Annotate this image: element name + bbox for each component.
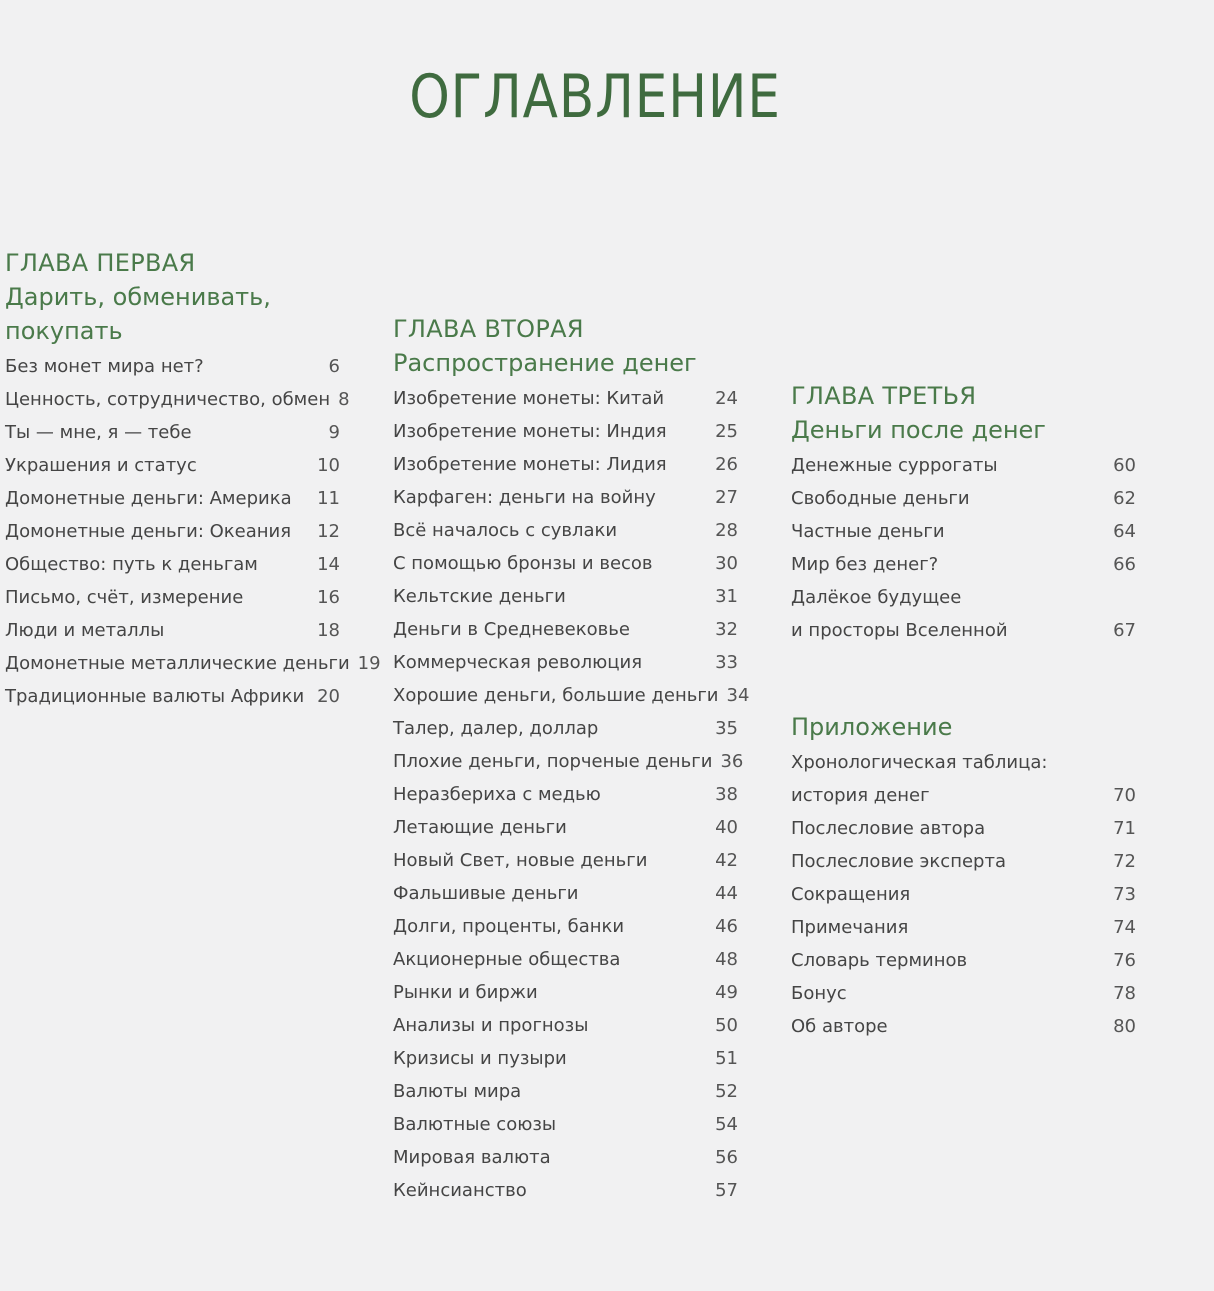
toc-entry <box>5 350 340 383</box>
toc-entry-page-number: 30 <box>715 553 738 574</box>
toc-entry <box>5 482 340 515</box>
toc-entry <box>393 778 738 811</box>
toc-entry-page-number: 46 <box>715 916 738 937</box>
chapter-2-title <box>393 346 738 380</box>
chapter-1-label: ГЛАВА ПЕРВАЯ <box>5 249 196 277</box>
toc-entry-title: Далёкое будущее <box>791 587 962 608</box>
appendix-title-line: Приложение <box>791 713 953 741</box>
chapter-3-label: ГЛАВА ТРЕТЬЯ <box>791 382 977 410</box>
toc-entry <box>5 416 340 449</box>
toc-entry-page-number: 11 <box>317 488 340 509</box>
toc-entry-title: Украшения и статус <box>5 455 197 476</box>
toc-entry-page-number: 27 <box>715 487 738 508</box>
toc-entry <box>393 745 744 778</box>
toc-entry <box>393 1042 738 1075</box>
toc-entry-page-number: 6 <box>328 356 340 377</box>
toc-entry-title: Мир без денег? <box>791 554 939 575</box>
toc-entry <box>393 712 738 745</box>
chapter-3-entries <box>791 449 1136 647</box>
toc-entry <box>791 1010 1136 1043</box>
toc-entry-page-number: 12 <box>317 521 340 542</box>
toc-entry-title: Денежные суррогаты <box>791 455 998 476</box>
toc-entry <box>5 383 350 416</box>
toc-entry <box>393 547 738 580</box>
toc-entry <box>393 943 738 976</box>
toc-entry <box>791 812 1136 845</box>
toc-entry-title: Талер, далер, доллар <box>393 718 599 739</box>
toc-entry-page-number: 70 <box>1113 785 1136 806</box>
toc-entry-title: и просторы Вселенной <box>791 620 1008 641</box>
toc-entry-page-number: 62 <box>1113 488 1136 509</box>
toc-entry-page-number: 10 <box>317 455 340 476</box>
toc-entry-title: Примечания <box>791 917 909 938</box>
toc-entry-page-number: 60 <box>1113 455 1136 476</box>
toc-entry <box>791 944 1136 977</box>
toc-entry-title: Деньги в Средневековье <box>393 619 630 640</box>
toc-entry <box>791 779 1136 812</box>
toc-entry <box>393 1075 738 1108</box>
toc-entry-title: Фальшивые деньги <box>393 883 579 904</box>
toc-entry-page-number: 78 <box>1113 983 1136 1004</box>
toc-entry-page-number: 57 <box>715 1180 738 1201</box>
toc-entry-title: Изобретение монеты: Индия <box>393 421 667 442</box>
toc-entry <box>393 1009 738 1042</box>
toc-entry <box>5 647 381 680</box>
toc-entry <box>393 679 750 712</box>
toc-entry-title: Бонус <box>791 983 847 1004</box>
toc-entry-title: Общество: путь к деньгам <box>5 554 258 575</box>
toc-entry-title: Традиционные валюты Африки <box>5 686 305 707</box>
toc-entry-page-number: 44 <box>715 883 738 904</box>
toc-entry-page-number: 66 <box>1113 554 1136 575</box>
appendix-entries <box>791 746 1136 1043</box>
toc-entry-page-number: 20 <box>317 686 340 707</box>
toc-entry <box>393 1108 738 1141</box>
toc-entry <box>791 878 1136 911</box>
toc-entry-page-number: 8 <box>338 389 350 410</box>
toc-entry-title: Люди и металлы <box>5 620 165 641</box>
toc-entry-title: Сокращения <box>791 884 911 905</box>
toc-entry-page-number: 26 <box>715 454 738 475</box>
toc-entry-title: Акционерные общества <box>393 949 621 970</box>
toc-entry <box>393 976 738 1009</box>
toc-entry-page-number: 74 <box>1113 917 1136 938</box>
page-title: ОГЛАВЛЕНИЕ <box>409 62 781 132</box>
toc-entry-title: С помощью бронзы и весов <box>393 553 653 574</box>
toc-entry <box>5 548 340 581</box>
toc-entry-title: Кризисы и пузыри <box>393 1048 567 1069</box>
toc-entry-page-number: 9 <box>328 422 340 443</box>
toc-entry-page-number: 24 <box>715 388 738 409</box>
chapter-2-section <box>393 312 750 1207</box>
toc-entry-title: Валютные союзы <box>393 1114 557 1135</box>
toc-entry <box>791 845 1136 878</box>
appendix-section <box>791 710 1136 1043</box>
toc-entry <box>5 614 340 647</box>
toc-entry-title: Ты — мне, я — тебе <box>5 422 192 443</box>
toc-entry <box>393 481 738 514</box>
toc-entry-page-number: 38 <box>715 784 738 805</box>
toc-entry-page-number: 32 <box>715 619 738 640</box>
toc-entry-page-number: 50 <box>715 1015 738 1036</box>
toc-entry-title: Карфаген: деньги на войну <box>393 487 656 508</box>
toc-entry-page-number: 31 <box>715 586 738 607</box>
toc-entry <box>393 448 738 481</box>
toc-entry-title: Рынки и биржи <box>393 982 538 1003</box>
toc-entry-page-number: 49 <box>715 982 738 1003</box>
toc-entry <box>5 680 340 713</box>
toc-entry <box>791 746 1136 779</box>
toc-entry <box>393 514 738 547</box>
toc-entry-page-number: 48 <box>715 949 738 970</box>
toc-entry-title: Валюты мира <box>393 1081 522 1102</box>
toc-entry-title: Изобретение монеты: Китай <box>393 388 665 409</box>
toc-entry <box>791 548 1136 581</box>
toc-entry-page-number: 51 <box>715 1048 738 1069</box>
chapter-3-section <box>791 379 1136 647</box>
chapter-2-label: ГЛАВА ВТОРАЯ <box>393 315 584 343</box>
toc-entry-title: Свободные деньги <box>791 488 970 509</box>
chapter-2-title-line-1: Распространение денег <box>393 349 697 377</box>
toc-entry-title: Неразбериха с медью <box>393 784 601 805</box>
toc-entry <box>393 1141 738 1174</box>
toc-entry-page-number: 40 <box>715 817 738 838</box>
chapter-2-entries <box>393 382 750 1207</box>
chapter-1-title-line-1: Дарить, обменивать, <box>5 283 271 311</box>
toc-entry-title: Хронологическая таблица: <box>791 752 1048 773</box>
toc-entry-title: Всё началось с сувлаки <box>393 520 618 541</box>
toc-entry-title: Послесловие автора <box>791 818 986 839</box>
toc-entry <box>5 581 340 614</box>
toc-entry <box>393 415 738 448</box>
toc-entry <box>393 811 738 844</box>
toc-entry <box>791 977 1136 1010</box>
toc-entry <box>791 482 1136 515</box>
toc-entry-page-number: 28 <box>715 520 738 541</box>
toc-entry <box>5 515 340 548</box>
chapter-1-entries <box>5 350 381 713</box>
chapter-3-title <box>791 413 1136 447</box>
toc-entry-title: Плохие деньги, порченые деньги <box>393 751 713 772</box>
toc-entry-title: Ценность, сотрудничество, обмен <box>5 389 331 410</box>
toc-entry-page-number: 42 <box>715 850 738 871</box>
toc-entry-page-number: 56 <box>715 1147 738 1168</box>
chapter-1-title-line-2: покупать <box>5 317 123 345</box>
toc-entry-page-number: 34 <box>726 685 750 706</box>
toc-entry <box>393 382 738 415</box>
toc-entry-title: Кельтские деньги <box>393 586 566 607</box>
toc-entry-title: Послесловие эксперта <box>791 851 1006 872</box>
appendix-title <box>791 710 1136 744</box>
toc-entry-page-number: 19 <box>357 653 381 674</box>
toc-entry-title: Без монет мира нет? <box>5 356 204 377</box>
toc-entry-title: Об авторе <box>791 1016 888 1037</box>
toc-entry <box>393 580 738 613</box>
toc-entry-page-number: 72 <box>1113 851 1136 872</box>
toc-entry-page-number: 80 <box>1113 1016 1136 1037</box>
toc-entry-title: Мировая валюта <box>393 1147 551 1168</box>
toc-entry <box>393 1174 738 1207</box>
toc-entry-page-number: 67 <box>1113 620 1136 641</box>
toc-entry <box>791 911 1136 944</box>
toc-entry-title: Письмо, счёт, измерение <box>5 587 244 608</box>
toc-entry <box>791 581 1136 614</box>
toc-entry-title: Домонетные деньги: Америка <box>5 488 292 509</box>
toc-entry <box>791 614 1136 647</box>
chapter-1-section <box>5 246 381 713</box>
toc-entry-page-number: 35 <box>715 718 738 739</box>
chapter-1-title <box>5 280 340 348</box>
toc-entry-page-number: 54 <box>715 1114 738 1135</box>
toc-entry <box>393 844 738 877</box>
toc-entry-title: Домонетные деньги: Океания <box>5 521 292 542</box>
toc-entry-title: история денег <box>791 785 930 806</box>
toc-entry-title: Коммерческая революция <box>393 652 643 673</box>
toc-entry <box>393 646 738 679</box>
toc-entry <box>393 613 738 646</box>
toc-entry-title: Кейнсианство <box>393 1180 527 1201</box>
toc-entry-page-number: 64 <box>1113 521 1136 542</box>
toc-entry-page-number: 76 <box>1113 950 1136 971</box>
toc-entry-title: Долги, проценты, банки <box>393 916 625 937</box>
toc-entry-page-number: 36 <box>720 751 744 772</box>
toc-entry-page-number: 33 <box>715 652 738 673</box>
toc-entry-page-number: 16 <box>317 587 340 608</box>
toc-entry <box>791 449 1136 482</box>
toc-entry-title: Хорошие деньги, большие деньги <box>393 685 719 706</box>
toc-entry-page-number: 71 <box>1113 818 1136 839</box>
toc-entry-page-number: 14 <box>317 554 340 575</box>
toc-entry <box>393 877 738 910</box>
toc-entry-title: Летающие деньги <box>393 817 567 838</box>
toc-entry-title: Анализы и прогнозы <box>393 1015 589 1036</box>
toc-entry <box>393 910 738 943</box>
toc-entry-title: Домонетные металлические деньги <box>5 653 350 674</box>
toc-entry-page-number: 25 <box>715 421 738 442</box>
toc-entry <box>791 515 1136 548</box>
toc-entry-title: Изобретение монеты: Лидия <box>393 454 667 475</box>
toc-entry-page-number: 73 <box>1113 884 1136 905</box>
toc-entry <box>5 449 340 482</box>
chapter-3-title-line-1: Деньги после денег <box>791 416 1046 444</box>
toc-entry-page-number: 18 <box>317 620 340 641</box>
toc-entry-title: Словарь терминов <box>791 950 968 971</box>
toc-entry-title: Новый Свет, новые деньги <box>393 850 648 871</box>
toc-entry-page-number: 52 <box>715 1081 738 1102</box>
toc-entry-title: Частные деньги <box>791 521 945 542</box>
